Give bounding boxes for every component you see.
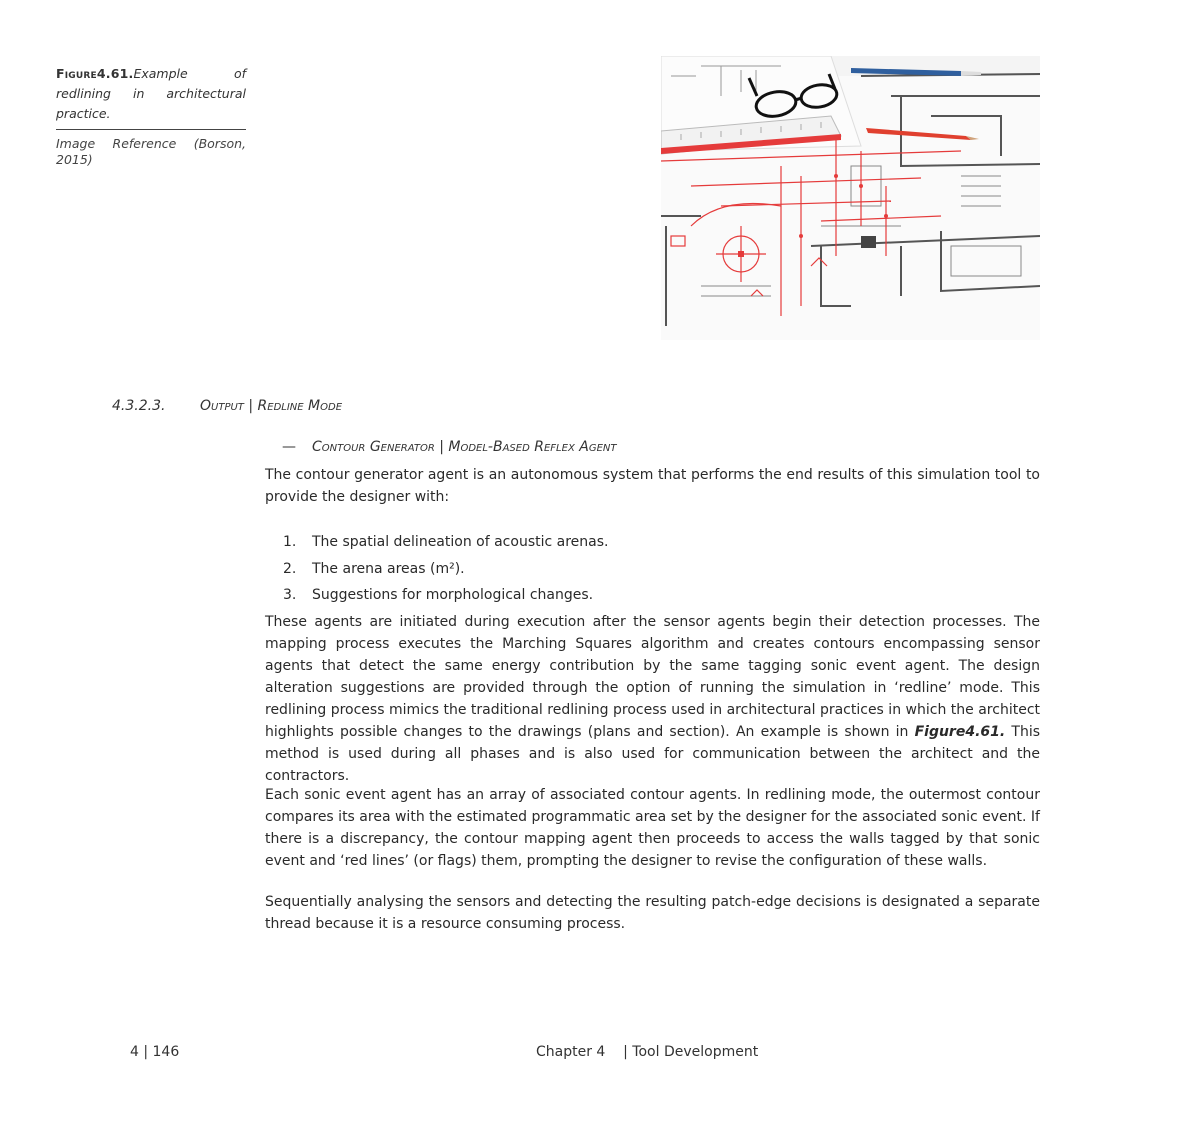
agents-paragraph-text-1: These agents are initiated during execution after the sensor agents begin their detection processes. The mapping process executes the Marching Squares algorithm and creates contours encompassing sensor agents that detect the same energy contribution by the same tagging sonic event agent. The design alteration suggestions are provided through the option of running the simulation in ‘redline’ mode. This redlining process mimics the traditional redlining process used in architectural practices in which the architect highlights possible changes to the drawings (plans and section). An example is shown in — [265, 614, 1040, 740]
figure-caption-body: Example of redlining in architectural practice. — [56, 66, 246, 121]
list-item — [265, 558, 1040, 585]
figure-caption-text — [56, 64, 246, 124]
list-item-text: The arena areas (m²). — [312, 560, 465, 577]
subsection-title: Contour Generator | Model-Based Reflex Agent — [312, 439, 617, 455]
thread-paragraph: Sequentially analysing the sensors and detecting the resulting patch-edge decisions is designated a separate thread because it is a resource consuming process. — [265, 894, 1040, 932]
list-item — [265, 584, 1040, 611]
figure-label: Figure4.61. — [56, 66, 134, 81]
caption-divider — [56, 129, 246, 130]
figure-reference: Image Reference (Borson, 2015) — [56, 136, 246, 167]
numbered-list — [265, 531, 1040, 611]
figure-caption — [56, 64, 246, 168]
subsection-dash: — — [282, 439, 296, 455]
agents-paragraph — [265, 611, 1040, 787]
section-title: Output | Redline Mode — [200, 398, 343, 414]
page-number: 4 | 146 — [130, 1044, 180, 1060]
list-item-text: Suggestions for morphological changes. — [312, 587, 594, 603]
list-item-number: 3. — [283, 587, 297, 603]
section-number: 4.3.2.3. — [112, 398, 166, 414]
intro-paragraph: The contour generator agent is an autonomous system that performs the end results of this simulation tool to provide the designer with: — [265, 467, 1040, 505]
figure-reference-link[interactable]: Figure4.61. — [914, 724, 1006, 740]
agents-paragraph-text-2: This method is used during all phases and is also used for communication between the architect and the contractors. — [265, 724, 1040, 784]
chapter-footer: Chapter 4 | Tool Development — [536, 1044, 759, 1060]
list-item — [265, 531, 1040, 558]
list-item-number: 2. — [283, 560, 297, 577]
redlining-photo — [661, 56, 1040, 340]
list-item-text: The spatial delineation of acoustic arenas. — [312, 534, 609, 550]
contour-paragraph: Each sonic event agent has an array of associated contour agents. In redlining mode, the outermost contour compares its area with the estimated programmatic area set by the designer for the associated sonic event. If there is a discrepancy, the contour mapping agent then proceeds to access the walls tagged by that sonic event and ‘red lines’ (or flags) them, prompting the designer to revise the configuration of these walls. — [265, 787, 1040, 869]
list-item-number: 1. — [283, 534, 297, 550]
